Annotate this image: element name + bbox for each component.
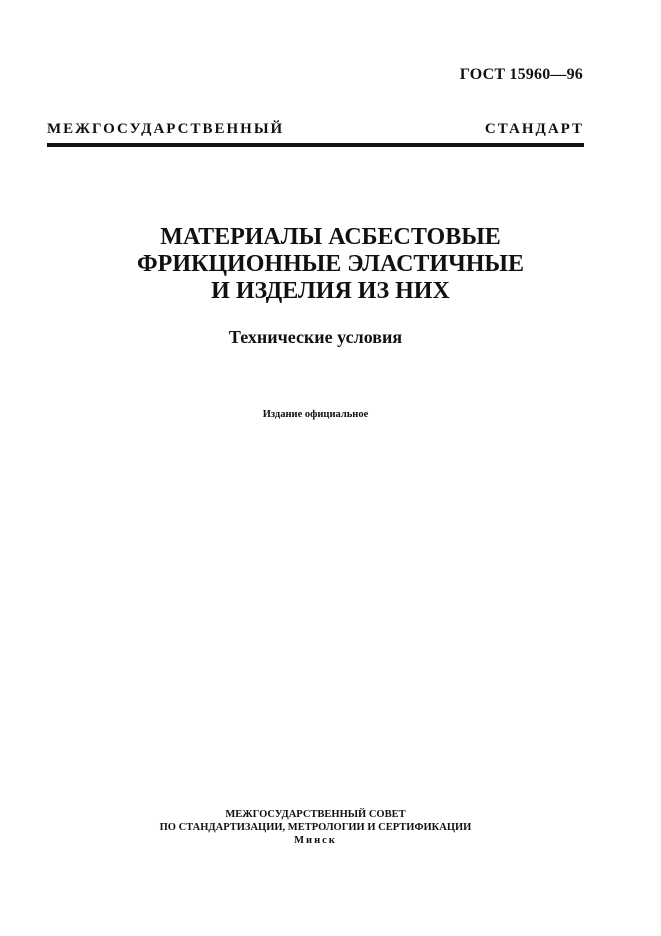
- title-line-1: МАТЕРИАЛЫ АСБЕСТОВЫЕ: [160, 224, 501, 250]
- publisher-block: [0, 808, 631, 847]
- document-title: [0, 224, 661, 305]
- standard-type-label: МЕЖГОСУДАРСТВЕННЫЙ СТАНДАРТ: [47, 121, 584, 137]
- document-subtitle: Технические условия: [228, 327, 403, 347]
- document-code: ГОСТ 15960—96: [459, 66, 583, 83]
- publisher-city: Минск: [294, 835, 337, 846]
- title-line-3: И ИЗДЕЛИЯ ИЗ НИХ: [211, 278, 450, 304]
- title-line-2: ФРИКЦИОННЫЕ ЭЛАСТИЧНЫЕ: [137, 251, 524, 277]
- edition-note: Издание официальное: [262, 409, 369, 420]
- header-divider: [47, 143, 584, 147]
- publisher-line-2: ПО СТАНДАРТИЗАЦИИ, МЕТРОЛОГИИ И СЕРТИФИКАЦИИ: [159, 822, 472, 833]
- publisher-line-1: МЕЖГОСУДАРСТВЕННЫЙ СОВЕТ: [225, 809, 406, 820]
